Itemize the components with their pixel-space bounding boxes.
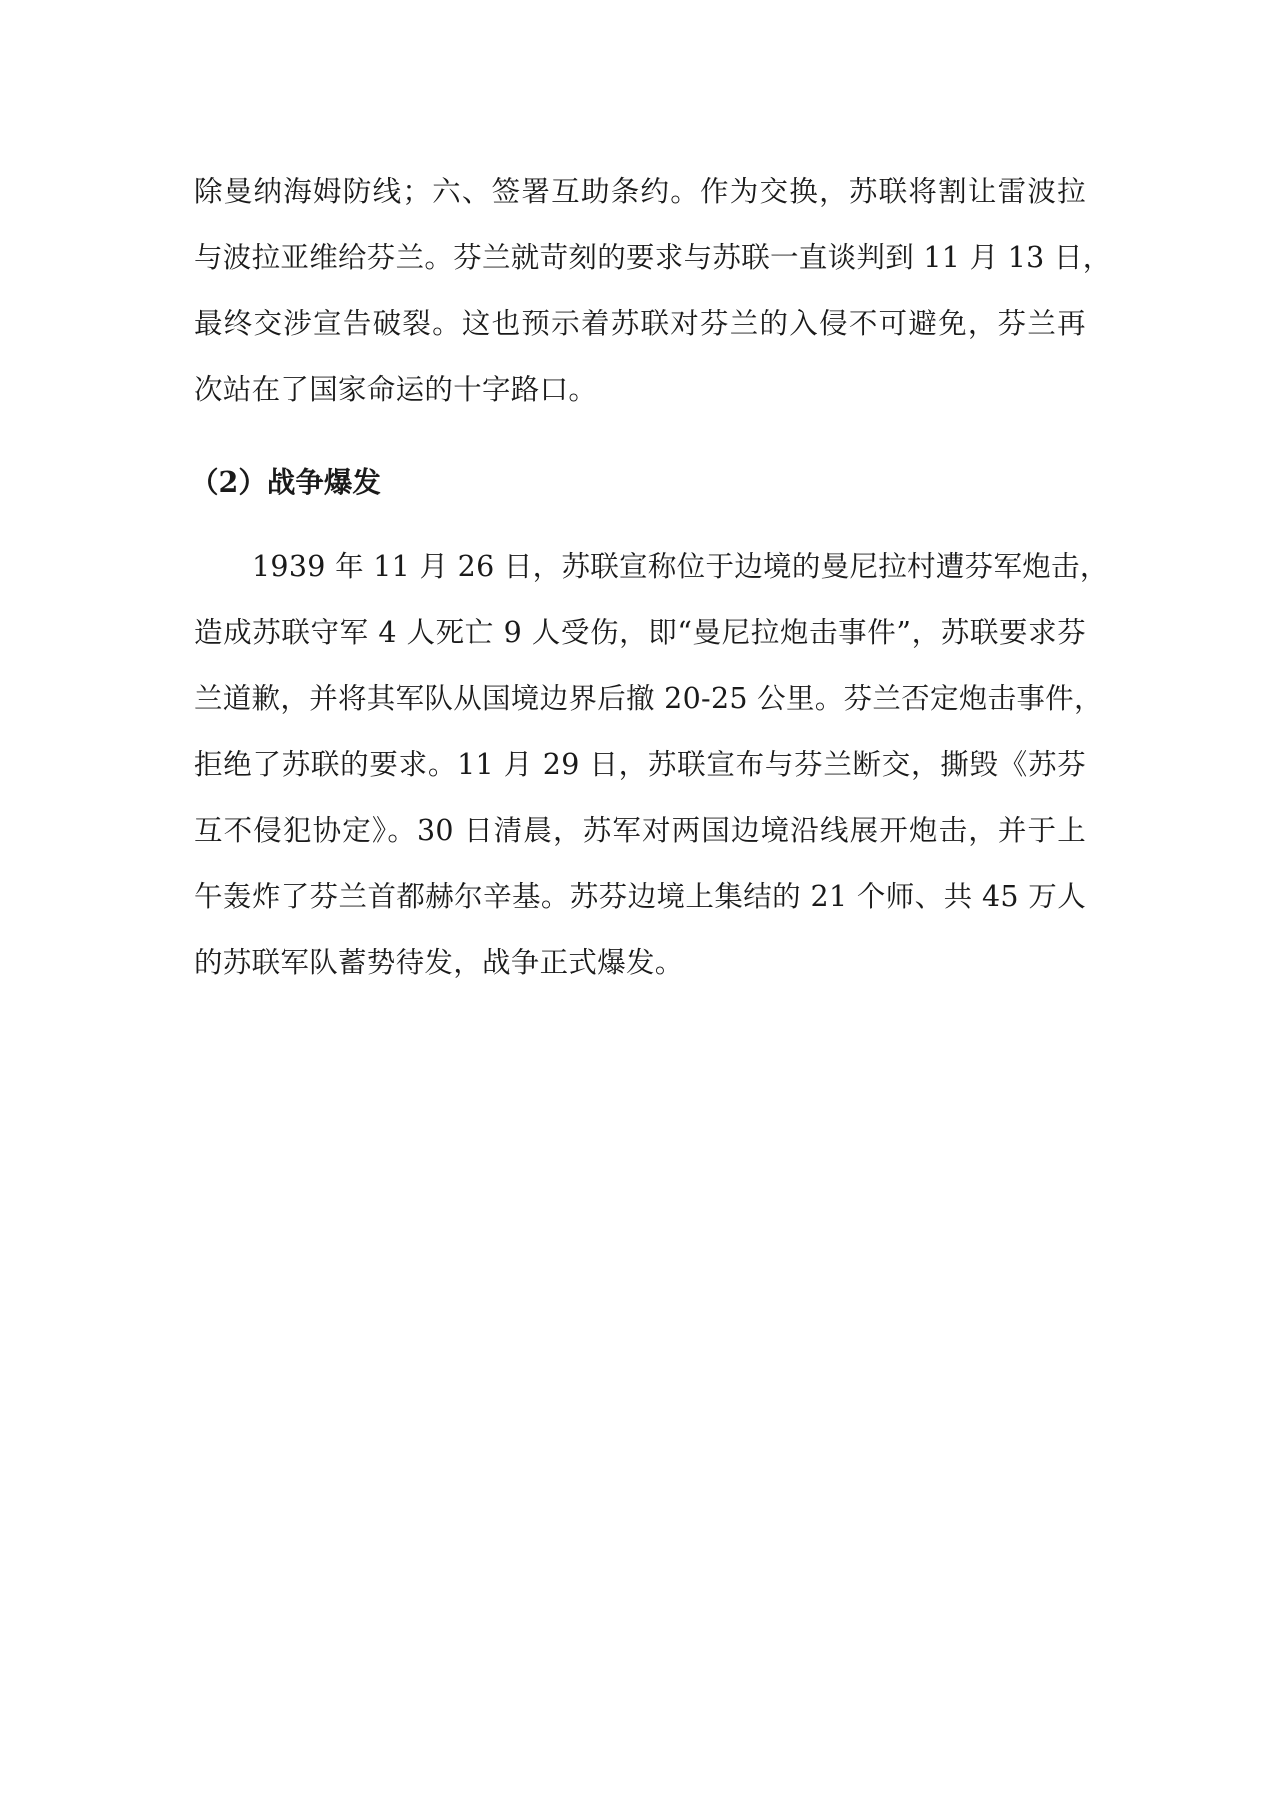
paragraph-line: 次站在了国家命运的十字路口。 <box>194 373 598 406</box>
paragraph-line: 互不侵犯协定》。30 日清晨，苏军对两国边境沿线展开炮击，并于上 <box>194 814 1086 847</box>
paragraph-war-outbreak <box>194 534 1109 996</box>
paragraph-line: 午轰炸了芬兰首都赫尔辛基。苏芬边境上集结的 21 个师、共 45 万人 <box>194 880 1086 913</box>
paragraph-line: 拒绝了苏联的要求。11 月 29 日，苏联宣布与芬兰断交，撕毁《苏芬 <box>194 748 1086 781</box>
paragraph-line: 1939 年 11 月 26 日，苏联宣称位于边境的曼尼拉村遭芬军炮击， <box>252 550 1109 583</box>
paragraph-negotiations <box>194 159 1112 423</box>
paragraph-line: 与波拉亚维给芬兰。芬兰就苛刻的要求与苏联一直谈判到 11 月 13 日， <box>194 241 1112 274</box>
paragraph-line: 的苏联军队蓄势待发，战争正式爆发。 <box>194 946 684 979</box>
section-heading: （2）战争爆发 <box>190 465 381 499</box>
paragraph-line: 除曼纳海姆防线；六、签署互助条约。作为交换，苏联将割让雷波拉 <box>194 175 1086 208</box>
paragraph-line: 最终交涉宣告破裂。这也预示着苏联对芬兰的入侵不可避免，芬兰再 <box>194 307 1086 340</box>
paragraph-line: 造成苏联守军 4 人死亡 9 人受伤，即“曼尼拉炮击事件”，苏联要求芬 <box>194 616 1086 649</box>
paragraph-line: 兰道歉，并将其军队从国境边界后撤 20-25 公里。芬兰否定炮击事件， <box>194 682 1103 715</box>
